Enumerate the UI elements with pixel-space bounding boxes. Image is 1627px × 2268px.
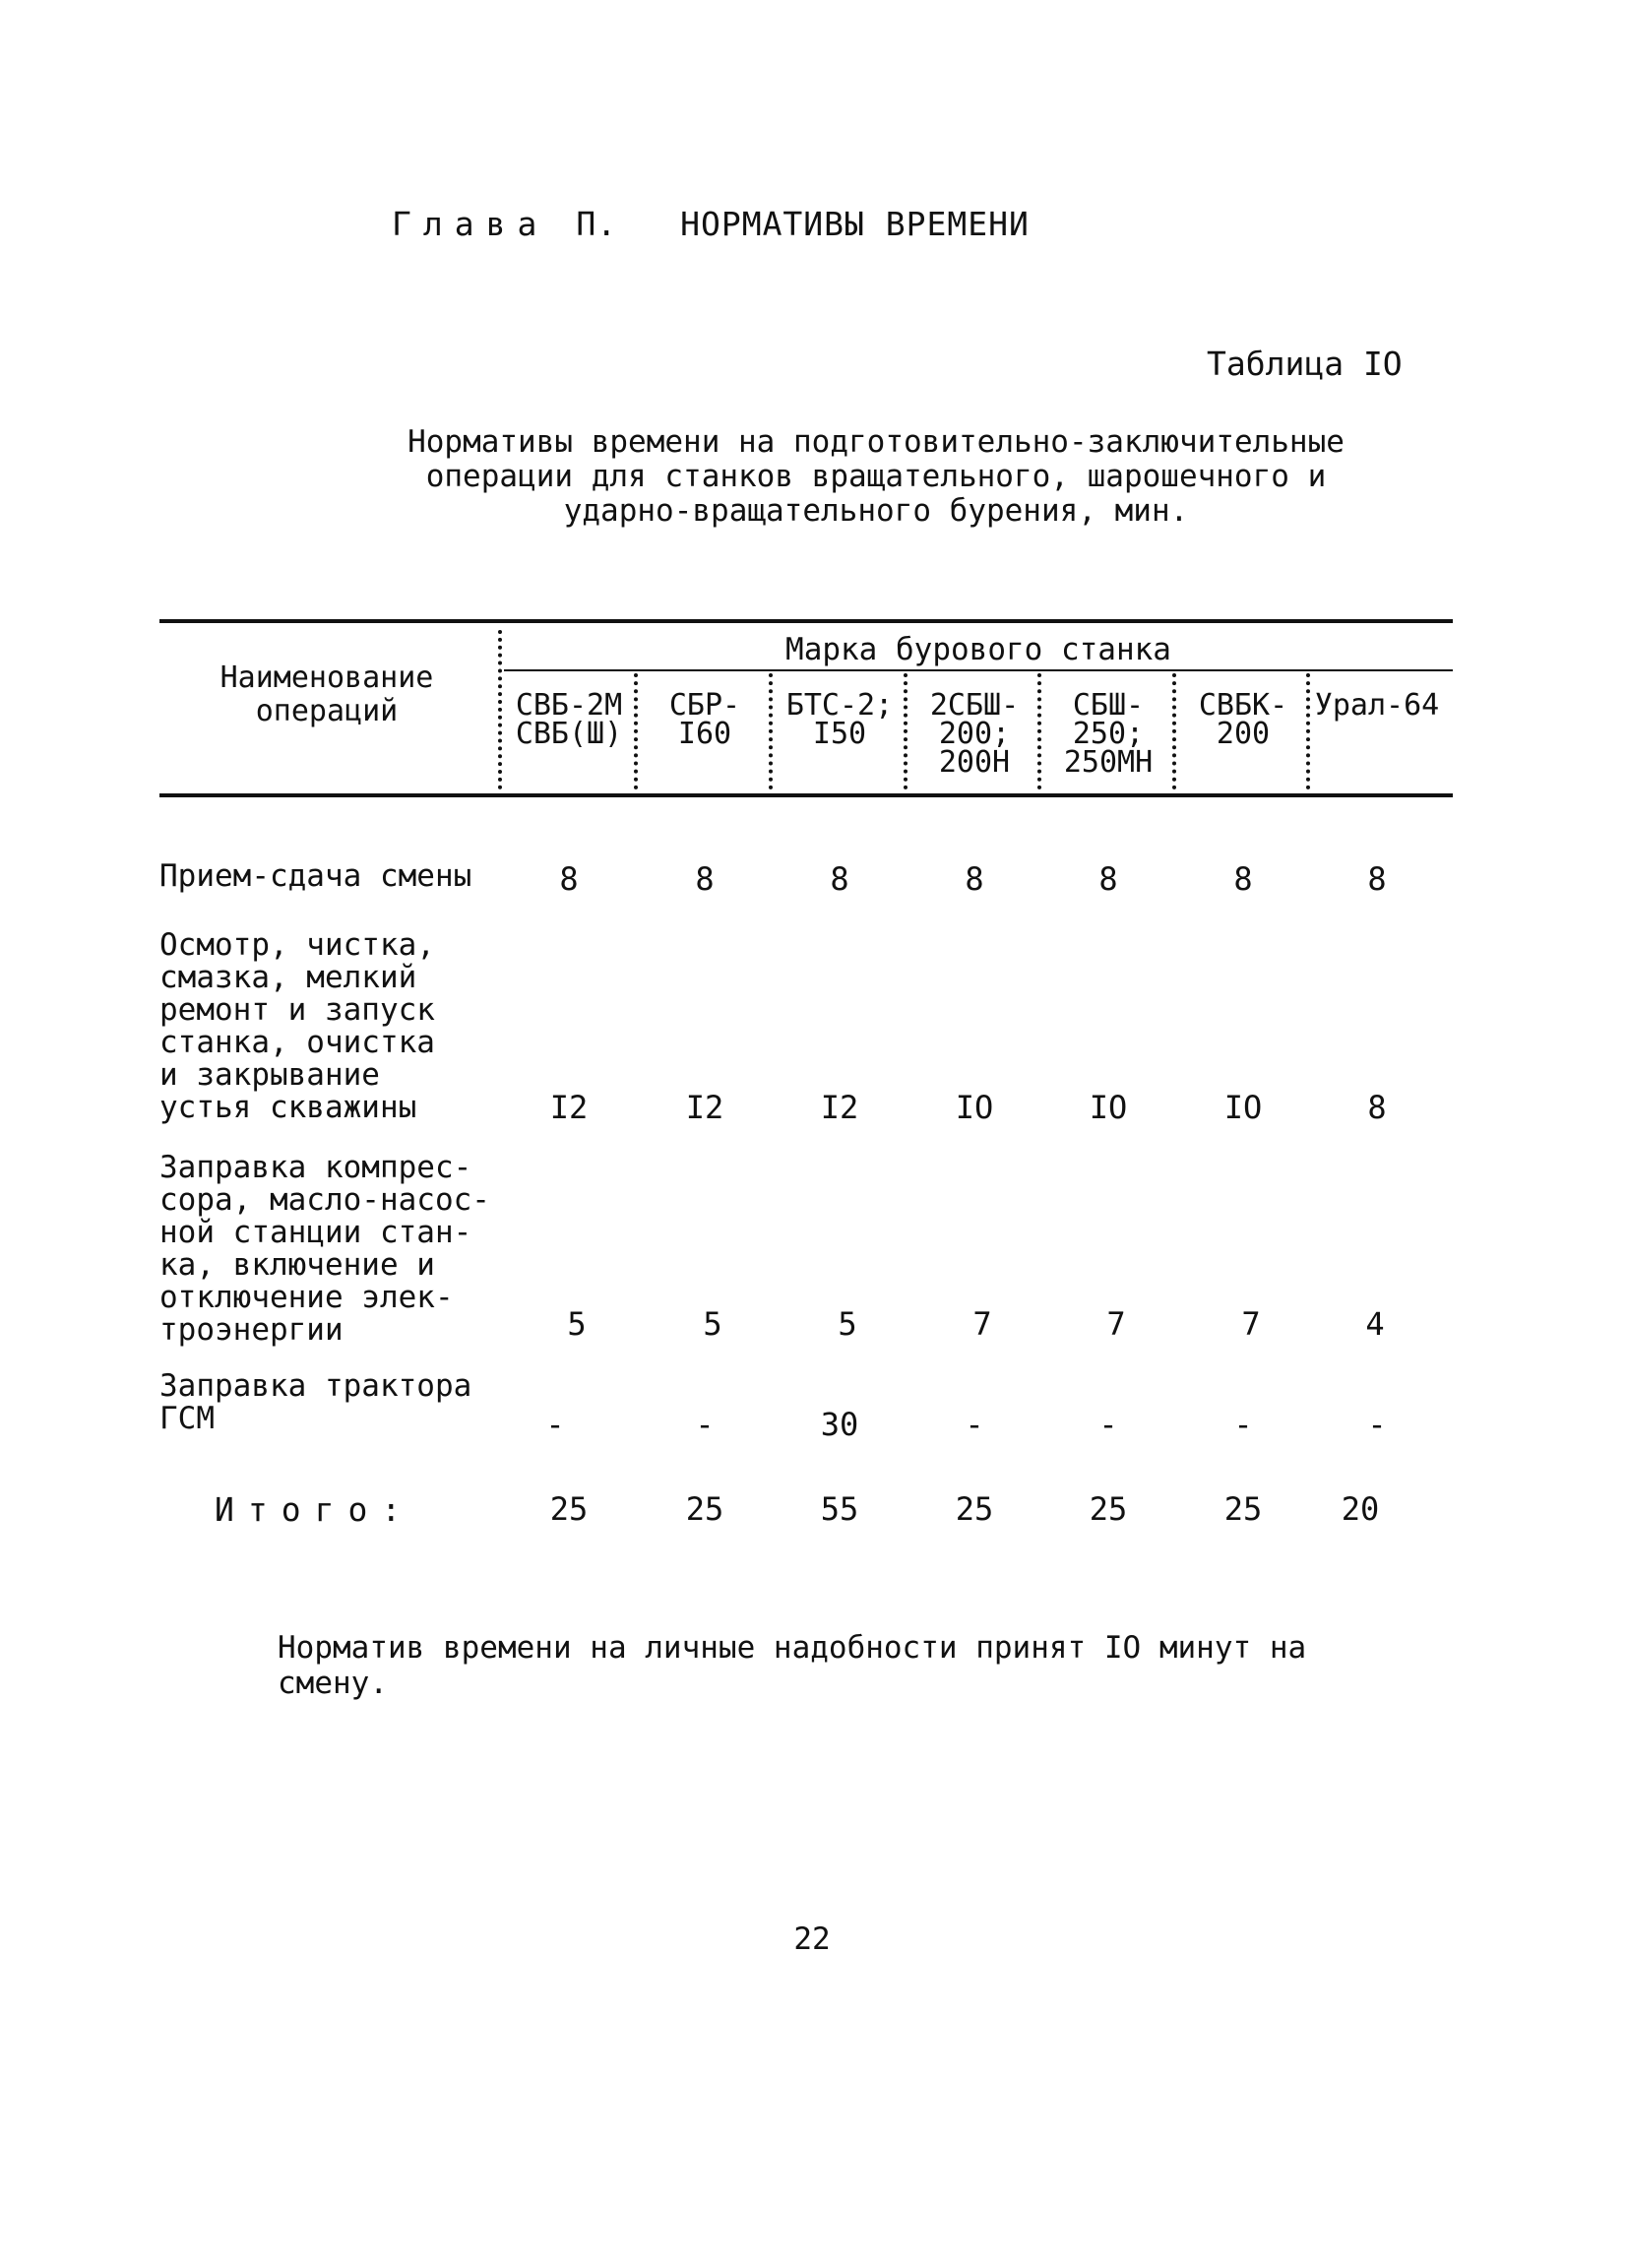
total-cell: 25 — [685, 1490, 724, 1528]
table-cell: - — [545, 1406, 565, 1443]
table-cell: - — [1367, 1406, 1387, 1443]
column-header: 2СБШ- 200; 200Н — [929, 688, 1020, 780]
row-label: Заправка трактора ГСМ — [159, 1368, 472, 1436]
table-cell: - — [965, 1406, 984, 1443]
table-cell: - — [1233, 1406, 1253, 1443]
page-number: 22 — [793, 1922, 831, 1957]
column-header: СБР- I60 — [668, 688, 741, 751]
column-header: Урал-64 — [1314, 688, 1440, 723]
table-cell: 5 — [838, 1305, 857, 1343]
table-cell: IO — [955, 1089, 994, 1126]
table-cell: 7 — [972, 1305, 992, 1343]
total-cell: 25 — [1089, 1490, 1128, 1528]
chapter-word: Глава — [392, 205, 549, 243]
operation-column-header: Наименование операций — [219, 661, 434, 728]
table-cell: 8 — [1098, 860, 1118, 898]
group-header-rule — [504, 669, 1453, 671]
table-cell: I2 — [549, 1089, 589, 1126]
table-cell: 8 — [695, 860, 715, 898]
table-cell: I2 — [685, 1089, 724, 1126]
table-cell: 8 — [1367, 860, 1387, 898]
table-number: Таблица IO — [1207, 345, 1403, 383]
footnote: Норматив времени на личные надобности принят IO минут на смену. — [278, 1630, 1307, 1701]
chapter-title: НОРМАТИВЫ ВРЕМЕНИ — [680, 205, 1030, 243]
column-separator — [634, 673, 638, 789]
total-cell: 25 — [1223, 1490, 1263, 1528]
row-label: Заправка компрес- сора, масло-насос- ной станции стан- ка, включение и отключение элек- троэнергии — [159, 1150, 490, 1348]
total-cell: 25 — [549, 1490, 589, 1528]
table-top-rule — [159, 619, 1453, 623]
column-header: СВБК- 200 — [1198, 688, 1288, 751]
column-header: СБШ- 250; 250МН — [1063, 688, 1154, 780]
chapter-heading — [392, 205, 1030, 243]
machine-group-header: Марка бурового станка — [785, 632, 1171, 667]
table-cell: 8 — [1233, 860, 1253, 898]
row-label: Осмотр, чистка, смазка, мелкий ремонт и запуск станка, очистка и закрывание устья скважины — [159, 927, 435, 1125]
table-cell: I2 — [820, 1089, 859, 1126]
total-cell: 25 — [955, 1490, 994, 1528]
table-cell: 8 — [1367, 1089, 1387, 1126]
column-header: БТС-2; I50 — [785, 688, 894, 751]
total-label: Итого: — [215, 1490, 415, 1529]
table-cell: - — [1098, 1406, 1118, 1443]
table-cell: IO — [1089, 1089, 1128, 1126]
table-cell: IO — [1223, 1089, 1263, 1126]
row-label: Прием-сдача смены — [159, 858, 472, 894]
chapter-number: П. — [576, 205, 618, 243]
table-cell: 8 — [965, 860, 984, 898]
column-separator — [498, 630, 502, 789]
total-cell: 20 — [1341, 1490, 1380, 1528]
table-caption: Нормативы времени на подготовительно-заключительные операции для станков вращательного, шарошечного и ударно-вращательного бурения, мин. — [407, 424, 1345, 529]
table-cell: 5 — [567, 1305, 587, 1343]
table-cell: 30 — [820, 1406, 859, 1443]
table-cell: - — [695, 1406, 715, 1443]
table-cell: 7 — [1106, 1305, 1126, 1343]
column-header: СВБ-2М СВБ(Ш) — [515, 688, 623, 751]
header-bottom-rule — [159, 793, 1453, 797]
table-cell: 8 — [559, 860, 579, 898]
table-cell: 5 — [703, 1305, 722, 1343]
table-cell: 8 — [830, 860, 849, 898]
table-cell: 4 — [1365, 1305, 1385, 1343]
total-cell: 55 — [820, 1490, 859, 1528]
table-cell: 7 — [1241, 1305, 1261, 1343]
